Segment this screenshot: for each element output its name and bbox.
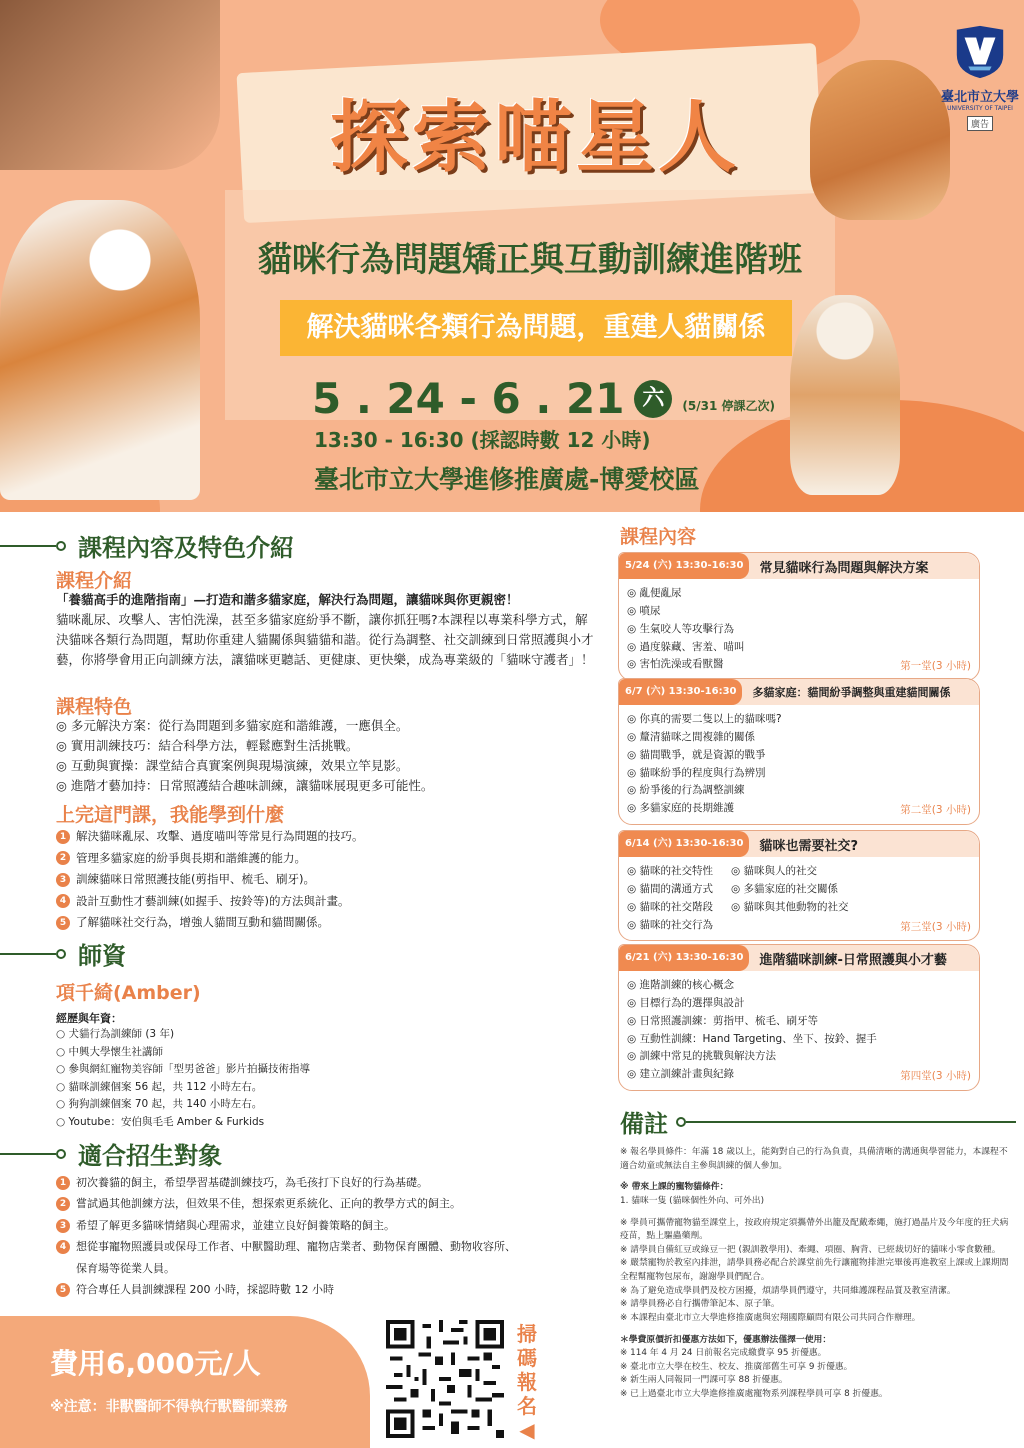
session-hours: 第一堂(3 小時)	[900, 660, 971, 673]
list-item: ◎ 訓練中常見的挑戰與解決方法	[627, 1048, 969, 1066]
orange-white-cat-photo	[0, 200, 200, 500]
section-heading-audience	[0, 1136, 222, 1171]
list-item: 2 管理多貓家庭的紛爭與長期和諧維護的能力。	[56, 848, 364, 870]
weekday-badge: 六	[634, 380, 672, 418]
session-title: 貓咪也需要社交?	[759, 838, 858, 854]
list-item: ◎ 多貓家庭的長期維護	[627, 800, 969, 818]
note-line: ※ 報名學員條件：年滿 18 歲以上，能夠對自己的行為負責，具備清晰的溝通與學習能力，本課程不適合幼童或無法自主參與訓練的個人參加。	[620, 1147, 1008, 1171]
section-title: 師資	[78, 942, 126, 970]
note-line: ※ 已上過臺北市立大學進修推廣處寵物系列課程學員可享 8 折優惠。	[620, 1389, 888, 1399]
list-item: 4 設計互動性才藝訓練(如握手、按鈴等)的方法與計畫。	[56, 891, 364, 913]
number-badge: 4	[56, 894, 70, 908]
note-line: ※ 學員可攜帶寵物貓至課堂上，按政府規定須攜帶外出籠及配戴牽繩，施打過晶片及今年度的狂犬病疫苗，點上驅蟲藥劑。	[620, 1217, 1009, 1242]
bullet-dot	[56, 949, 66, 959]
number-badge: 5	[56, 1283, 70, 1297]
list-item: ◎ 多元解決方案：從行為問題到多貓家庭和諧維護，一應俱全。	[56, 718, 409, 733]
list-item: ◎ 亂便亂尿	[627, 585, 969, 603]
list-item: ◎ 貓咪的社交行為	[627, 917, 713, 935]
session-hours: 第三堂(3 小時)	[900, 920, 971, 933]
session-header	[619, 831, 979, 857]
intro-paragraph	[56, 590, 596, 670]
list-item: ◎ 貓咪的社交特性	[627, 863, 713, 881]
list-item: ◎ 互動性訓練：Hand Targeting、坐下、按鈴、握手	[627, 1031, 969, 1049]
course-time: 13:30 - 16:30 (採認時數 12 小時)	[314, 428, 651, 452]
list-item: 2 嘗試過其他訓練方法，但效果不佳，想探索更系統化、正向的教學方式的飼主。	[56, 1193, 516, 1214]
teacher-name: 項千綺(Amber)	[56, 982, 201, 1004]
poster-title: 探索喵星人	[329, 93, 740, 183]
bullet-dot	[676, 1117, 686, 1127]
playing-orange-cat-photo	[810, 60, 950, 220]
divider	[0, 545, 56, 547]
list-item: 1 初次養貓的飼主，希望學習基礎訓練技巧，為毛孩打下良好的行為基礎。	[56, 1172, 516, 1193]
list-item: ◎ 進階才藝加持：日常照護結合趣味訓練，讓貓咪展現更多可能性。	[56, 778, 434, 793]
session-title: 多貓家庭：貓間紛爭調整與重建貓間關係	[752, 686, 951, 699]
list-item: ◎ 噴尿	[627, 603, 969, 621]
university-emblem-icon	[951, 22, 1009, 80]
note-line: ※ 114 年 4 月 24 日前報名完成繳費享 95 折優惠。	[620, 1348, 827, 1359]
list-item: ○ Youtube：安伯與毛毛 Amber & Furkids	[56, 1114, 310, 1132]
session-header	[619, 679, 979, 705]
sitting-kitten-photo	[790, 295, 900, 495]
number-badge: 1	[56, 830, 70, 844]
divider	[686, 1121, 1016, 1123]
list-item: ◎ 害怕洗澡或看獸醫	[627, 656, 969, 674]
intro-body: 貓咪亂尿、攻擊人、害怕洗澡，甚至多貓家庭紛爭不斷，讓你抓狂嗎?本課程以專業科學方式，解決貓咪各類行為問題，幫助你重建人貓關係與貓貓和諧。從行為調整、社交訓練到日常照護與小才藝，你將學會用正向訓練方法，讓貓咪更聽話、更健康、更快樂，成為專業級的「貓咪守護者」！	[56, 612, 594, 667]
number-badge: 1	[56, 1176, 70, 1190]
fee-box	[0, 1316, 370, 1448]
list-item: 保育場等從業人員。	[76, 1261, 175, 1275]
list-item: ◎ 貓咪與人的社交	[731, 863, 849, 881]
list-item: ◎ 貓咪與其他動物的社交	[731, 899, 849, 917]
scan-to-register-label: 掃碼報名◀	[517, 1322, 537, 1442]
divider	[0, 953, 56, 955]
session-hours: 第四堂(3 小時)	[900, 1070, 971, 1083]
list-item: 3 希望了解更多貓咪情緒與心理需求，並建立良好飼養策略的飼主。	[56, 1215, 516, 1236]
list-item: ○ 犬貓行為訓練師 (3 年)	[56, 1026, 310, 1044]
session-date-badge: 5/24 (六) 13:30-16:30	[619, 553, 749, 579]
section-heading-teacher	[0, 936, 126, 971]
session-title: 進階貓咪訓練-日常照護與小才藝	[759, 952, 947, 968]
note-line: ※ 請學員務必自行攜帶筆記本、原子筆。	[620, 1299, 780, 1310]
hero-banner	[0, 0, 1024, 512]
list-item: ◎ 互動與實操：課堂結合真實案例與現場演練，效果立竿見影。	[56, 758, 409, 773]
audience-list	[56, 1172, 516, 1301]
number-badge: 5	[56, 916, 70, 930]
list-item: ◎ 多貓家庭的社交關係	[731, 881, 849, 899]
learn-list	[56, 826, 364, 934]
features-list	[56, 716, 433, 796]
session-header	[619, 553, 979, 579]
list-item: 5 了解貓咪社交行為，增強人貓間互動和貓間關係。	[56, 912, 364, 934]
number-badge: 2	[56, 1197, 70, 1211]
section-title: 備註	[620, 1110, 668, 1138]
university-name-en: UNIVERSITY OF TAIPEI	[947, 105, 1013, 112]
session-title: 常見貓咪行為問題與解決方案	[759, 560, 929, 576]
university-name: 臺北市立大學	[940, 90, 1019, 105]
list-item: ◎ 進階訓練的核心概念	[627, 977, 969, 995]
list-item: ◎ 貓咪的社交階段	[627, 899, 713, 917]
experience-list	[56, 1026, 310, 1131]
list-item: ○ 貓咪訓練個案 56 起，共 112 小時左右。	[56, 1079, 310, 1097]
list-item: ◎ 貓間的溝通方式	[627, 881, 713, 899]
section-heading-intro	[0, 528, 294, 563]
bullet-dot	[56, 1149, 66, 1159]
session-body	[619, 971, 979, 1090]
note-line: ※ 嚴禁寵物於教室內排泄，請學員務必配合於課堂前先行讓寵物排泄完畢後再進教室上課或上課期間全程幫寵物包尿布，謝謝學員們配合。	[620, 1258, 1009, 1282]
note-line: ※ 本課程由臺北市立大學進修推廣處與宏翔國際顧問有限公司共同合作辦理。	[620, 1312, 921, 1323]
features-title: 課程特色	[56, 696, 133, 718]
note-line: ※ 臺北市立大學在校生、校友、推廣部舊生可享 9 折優惠。	[620, 1361, 853, 1372]
section-title: 適合招生對象	[78, 1142, 222, 1170]
list-item: ◎ 日常照護訓練：剪指甲、梳毛、刷牙等	[627, 1013, 969, 1031]
fee-note: ※注意：非獸醫師不得執行獸醫師業務	[50, 1399, 288, 1415]
note-line: 1. 貓咪一隻 (貓咪個性外向、可外出)	[620, 1195, 765, 1206]
list-item: ◎ 實用訓練技巧：結合科學方法，輕鬆應對生活挑戰。	[56, 738, 359, 753]
list-item: ◎ 生氣咬人等攻擊行為	[627, 621, 969, 639]
course-dates	[312, 374, 775, 423]
university-logo	[940, 22, 1020, 131]
list-item: ○ 參與網紅寵物美容師「型男爸爸」影片拍攝技術指導	[56, 1061, 310, 1079]
intro-lead: 「養貓高手的進階指南」—打造和諧多貓家庭，解決行為問題，讓貓咪與你更親密！	[56, 592, 519, 607]
hand-with-treat-photo	[0, 0, 220, 170]
session-date-badge: 6/14 (六) 13:30-16:30	[619, 831, 749, 857]
list-item: ◎ 建立訓練計畫與紀錄	[627, 1066, 969, 1084]
list-item: ○ 狗狗訓練個案 70 起，共 140 小時左右。	[56, 1096, 310, 1114]
session-body	[619, 579, 979, 680]
list-item: ◎ 貓咪紛爭的程度與行為辨別	[627, 765, 969, 783]
list-item: ◎ 貓間戰爭，就是資源的戰爭	[627, 747, 969, 765]
list-item: 3 訓練貓咪日常照護技能(剪指甲、梳毛、刷牙)。	[56, 869, 364, 891]
list-item: ◎ 紛爭後的行為調整訓練	[627, 782, 969, 800]
course-subtitle: 貓咪行為問題矯正與互動訓練進階班	[258, 240, 802, 280]
tagline-banner	[280, 300, 792, 356]
notes-block	[620, 1146, 1015, 1402]
divider	[0, 1153, 56, 1155]
list-item: 1 解決貓咪亂尿、攻擊、過度喵叫等常見行為問題的技巧。	[56, 826, 364, 848]
registration-qr-code[interactable]	[386, 1320, 504, 1438]
schedule-title: 課程內容	[620, 526, 697, 548]
list-item: 4 想從事寵物照護員或保母工作者、中獸醫助理、寵物店業者、動物保育團體、動物收容所、	[56, 1236, 516, 1257]
note-line: ※ 帶來上課的寵物貓條件：	[620, 1182, 729, 1193]
list-item: ◎ 目標行為的選擇與設計	[627, 995, 969, 1013]
ad-tag: 廣告	[967, 116, 993, 131]
date-note: (5/31 停課乙次)	[682, 399, 776, 413]
course-venue: 臺北市立大學進修推廣處-博愛校區	[314, 465, 700, 494]
list-item: ◎ 你真的需要二隻以上的貓咪嗎?	[627, 711, 969, 729]
session-card	[618, 944, 980, 1091]
note-line: ※ 新生兩人同報同一門課可享 88 折優惠。	[620, 1375, 788, 1386]
note-line: ＊學費原價折扣優惠方法如下，優惠辦法僅擇一使用：	[620, 1334, 832, 1345]
list-item: ◎ 過度躲藏、害羞、喵叫	[627, 639, 969, 657]
date-range: 5 . 24 - 6 . 21	[312, 374, 625, 423]
session-card	[618, 678, 980, 825]
note-line: ※ 為了避免造成學員們及校方困擾，煩請學員們遵守，共同維護課程品質及教室清潔。	[620, 1285, 956, 1296]
session-date-badge: 6/7 (六) 13:30-16:30	[619, 679, 742, 705]
section-title: 課程內容及特色介紹	[78, 534, 294, 562]
list-item: ○ 中興大學懷生社講師	[56, 1044, 310, 1062]
session-card	[618, 552, 980, 681]
list-item: 5 符合專任人員訓練課程 200 小時，採認時數 12 小時	[56, 1279, 516, 1300]
intro-title: 課程介紹	[56, 570, 133, 592]
bullet-dot	[56, 541, 66, 551]
number-badge: 3	[56, 873, 70, 887]
list-item: ◎ 釐清貓咪之間複雜的關係	[627, 729, 969, 747]
number-badge: 4	[56, 1240, 70, 1254]
section-heading-notes	[620, 1104, 1016, 1139]
fee-amount: 費用6,000元/人	[50, 1347, 261, 1380]
experience-title: 經歷與年資：	[56, 1012, 122, 1025]
learn-title: 上完這門課，我能學到什麼	[56, 804, 285, 826]
session-header	[619, 945, 979, 971]
session-body	[619, 857, 979, 940]
session-date-badge: 6/21 (六) 13:30-16:30	[619, 945, 749, 971]
number-badge: 2	[56, 851, 70, 865]
session-body	[619, 705, 979, 824]
tagline-text: 解決貓咪各類行為問題，重建人貓關係	[306, 312, 766, 343]
session-card	[618, 830, 980, 941]
note-line: ※ 請學員自備紅豆或綠豆一把 (親訓教學用)、牽繩、項圈、胸背、已經裁切好的貓咪小零食數種。	[620, 1244, 1001, 1255]
number-badge: 3	[56, 1219, 70, 1233]
session-hours: 第二堂(3 小時)	[900, 804, 971, 817]
